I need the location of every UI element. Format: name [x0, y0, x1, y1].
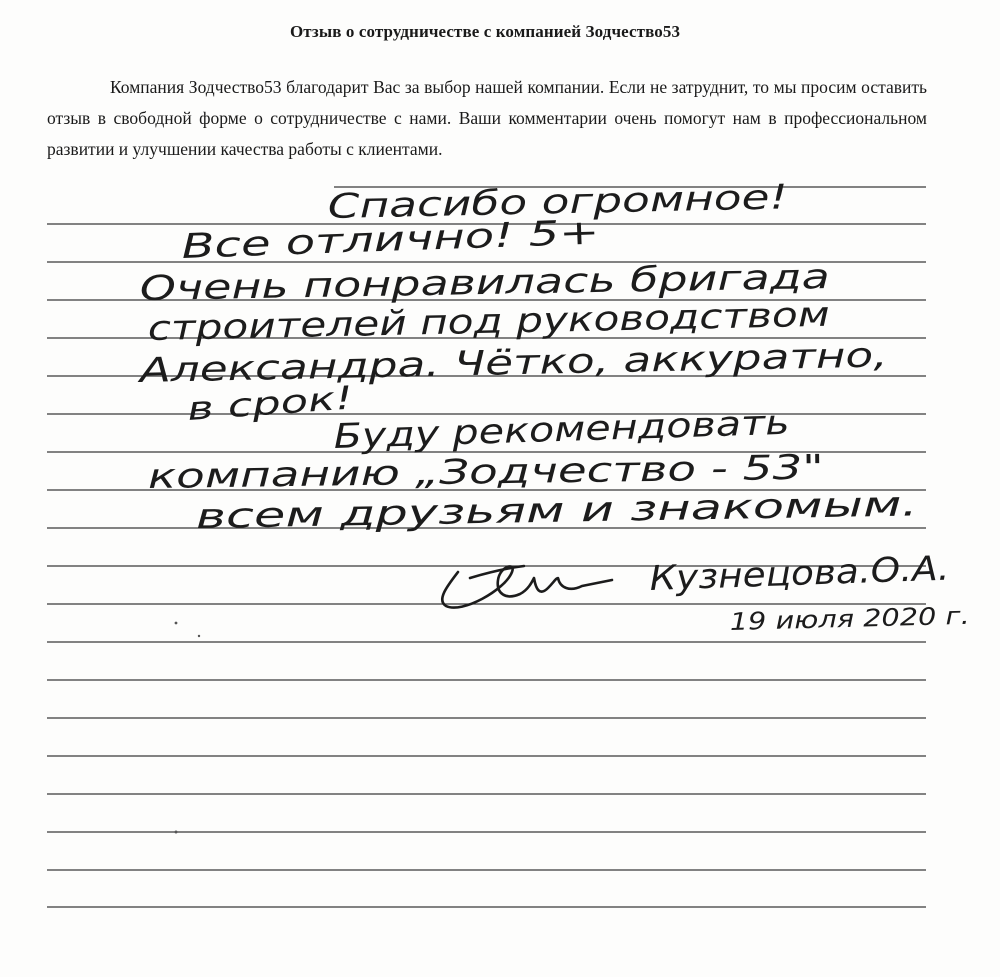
- review-line: Все отлично! 5+: [180, 216, 478, 267]
- review-line: в срок!: [185, 381, 307, 428]
- signature-mark: [442, 566, 612, 608]
- review-line: Спасибо огромное!: [327, 179, 673, 227]
- review-line: строителей под руководством: [147, 297, 698, 349]
- review-date: 19 июля 2020 г.: [729, 602, 931, 636]
- review-line: Очень понравилась бригада: [139, 260, 651, 309]
- review-line: Буду рекомендовать: [333, 405, 710, 457]
- form-title: Отзыв о сотрудничестве с компанией Зодчество53: [289, 22, 681, 41]
- review-line: всем друзьям и знакомым.: [195, 488, 677, 537]
- review-line: компанию „Зодчество - 53": [147, 450, 639, 497]
- form-intro-paragraph: Компания Зодчество53 благодарит Вас за выбор нашей компании. Если не затруднит, то мы просим оставить отзыв в свободной форме о сотрудничестве с нами. Ваши комментарии очень помогут нам в профессиональном развитии и улучшении качества работы с клиентами.: [47, 77, 927, 159]
- review-line: Александра. Чётко, аккуратно,: [139, 339, 701, 391]
- author-name: Кузнецова.О.А.: [648, 549, 923, 599]
